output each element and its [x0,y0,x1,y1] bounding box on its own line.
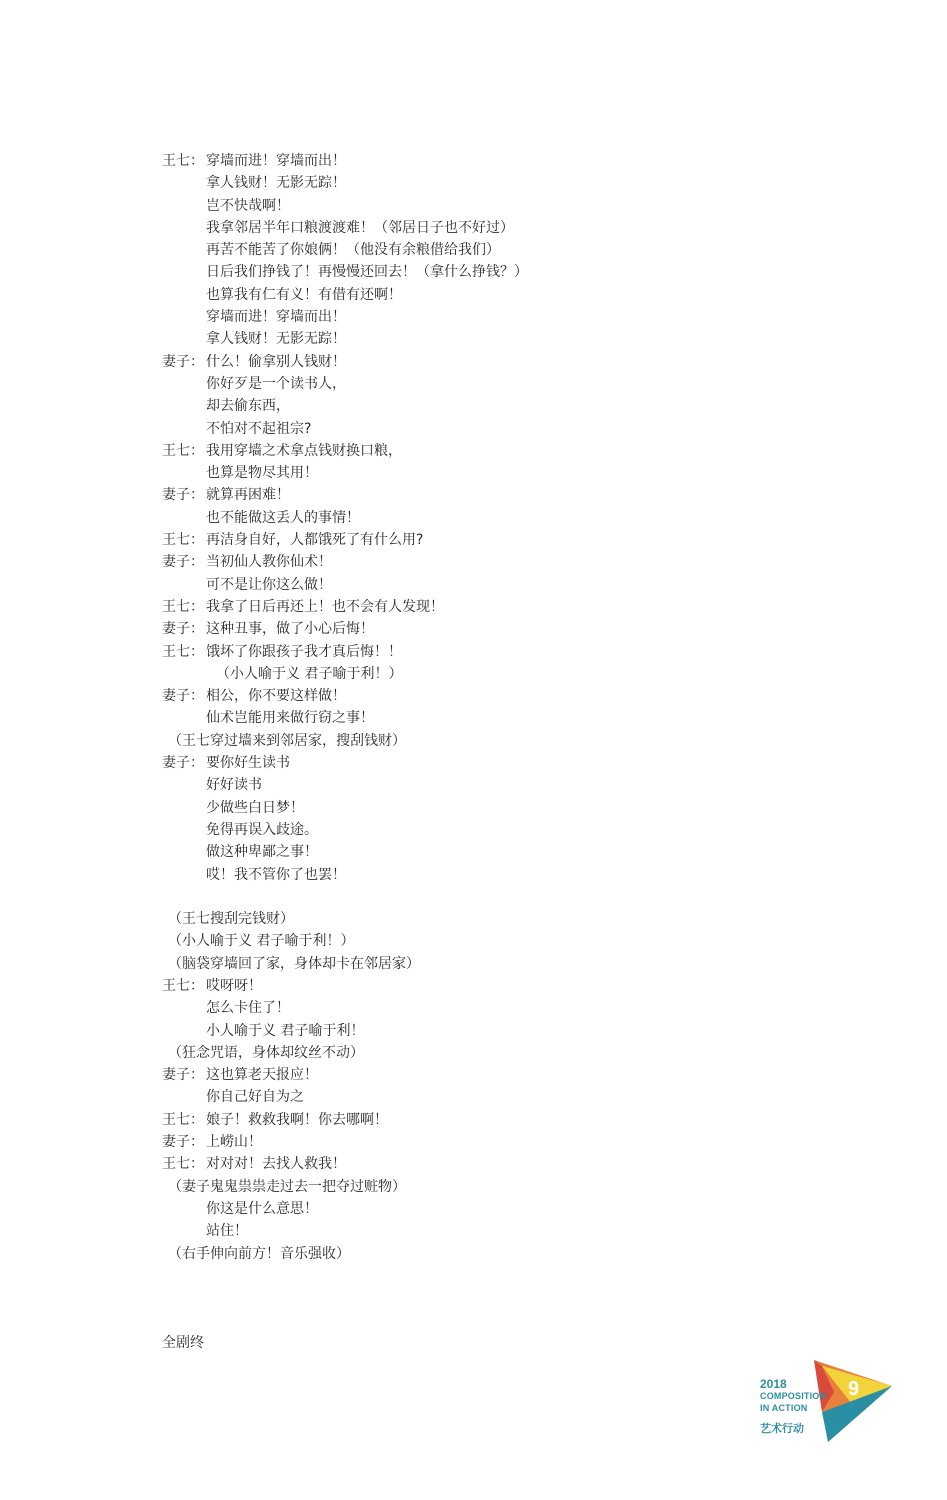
script-line [162,306,882,328]
speaker-label: 妻子： [162,487,204,504]
page-number: 9 [848,1378,860,1400]
script-line [162,975,882,997]
speaker-label: 妻子： [162,755,204,772]
logo-year: 2018 [760,1377,787,1391]
dialogue-text: 当初仙人教你仙术！ [206,554,332,571]
dialogue-text: 我拿了日后再还上！也不会有人发现！ [206,598,444,615]
script-line [162,351,882,373]
script-line [162,997,882,1019]
script-line [162,484,882,506]
stage-direction: （王七搜刮完钱财） [168,911,294,928]
dialogue-text: 娘子！救救我啊！你去哪啊！ [206,1111,388,1128]
dialogue-text: 穿墙而进！穿墙而出！ [206,153,346,169]
speaker-label: 妻子： [162,1134,204,1151]
script-line [162,1220,882,1242]
speaker-label: 王七： [162,598,204,615]
script-line [162,953,882,975]
speaker-label: 妻子： [162,554,204,571]
script-body [162,150,882,1265]
dialogue-text: 可不是让你这么做！ [206,576,332,593]
speaker-label: 妻子： [162,688,204,705]
speaker-label: 王七： [162,977,204,994]
speaker-label: 王七： [162,532,204,549]
speaker-label: 王七： [162,153,204,169]
script-line [162,217,882,239]
dialogue-text: 少做些白日梦！ [206,799,304,816]
dialogue-text: 拿人钱财！无影无踪！ [206,331,346,348]
script-line [162,1243,882,1265]
blank-line [162,886,882,908]
speaker-label: 王七： [162,643,204,660]
dialogue-text: 岂不快哉啊！ [206,197,290,214]
dialogue-text: 这也算老天报应！ [206,1067,318,1084]
script-line [162,864,882,886]
script-line [162,373,882,395]
dialogue-text: 也不能做这丢人的事情！ [206,509,360,526]
script-line [162,1042,882,1064]
script-line [162,284,882,306]
script-line [162,1086,882,1108]
dialogue-text: 什么！偷拿别人钱财！ [206,353,346,370]
script-line [162,707,882,729]
logo-line1: COMPOSITION [760,1391,827,1401]
script-line [162,395,882,417]
script-line [162,841,882,863]
script-line [162,440,882,462]
stage-direction: （狂念咒语，身体却纹丝不动） [168,1044,364,1061]
dialogue-text: 这种丑事，做了小心后悔！ [206,621,374,638]
script-line [162,797,882,819]
script-line [162,195,882,217]
script-line [162,1064,882,1086]
script-line [162,774,882,796]
stage-direction: （小人喻于义 君子喻于利！） [168,933,355,950]
dialogue-text: 不怕对不起祖宗? [206,420,312,437]
dialogue-text: 哎！我不管你了也罢！ [206,866,346,883]
dialogue-text: 免得再误入歧途。 [206,821,318,838]
script-line [162,663,882,685]
dialogue-text: 我用穿墙之术拿点钱财换口粮， [206,442,402,459]
logo-chinese: 艺术行动 [760,1422,804,1435]
dialogue-text: 相公，你不要这样做！ [206,688,346,705]
dialogue-text: 穿墙而进！穿墙而出！ [206,309,346,326]
script-line [162,685,882,707]
script-line [162,1109,882,1131]
dialogue-text: 对对对！去找人救我！ [206,1156,346,1173]
dialogue-text: 仙术岂能用来做行窃之事！ [206,710,374,727]
ending-text: 全剧终 [162,1335,204,1351]
script-line [162,1131,882,1153]
script-line [162,172,882,194]
dialogue-text: 哎呀呀！ [206,977,262,994]
script-line [162,507,882,529]
script-line [162,596,882,618]
dialogue-text: 日后我们挣钱了！再慢慢还回去！（拿什么挣钱？） [206,264,528,281]
stage-direction: （右手伸向前方！音乐强收） [168,1245,350,1262]
script-line [162,1153,882,1175]
script-line [162,908,882,930]
script-line [162,328,882,350]
dialogue-text: 却去偷东西， [206,398,290,415]
dialogue-text: 你这是什么意思！ [206,1200,318,1217]
speaker-label: 妻子： [162,353,204,370]
script-line [162,1020,882,1042]
script-line [162,752,882,774]
dialogue-text: 好好读书 [206,777,262,794]
stage-direction: （脑袋穿墙回了家，身体却卡在邻居家） [168,955,420,972]
dialogue-text: 饿坏了你跟孩子我才真后悔！！ [206,643,402,660]
script-line [162,239,882,261]
dialogue-text: （小人喻于义 君子喻于利！） [216,665,403,682]
script-line [162,819,882,841]
script-line [162,1176,882,1198]
dialogue-text: 再苦不能苦了你娘俩！（他没有余粮借给我们） [206,242,500,259]
script-line [162,462,882,484]
script-line [162,1198,882,1220]
script-line [162,930,882,952]
script-line [162,574,882,596]
script-line [162,418,882,440]
dialogue-text: 你自己好自为之 [206,1089,304,1106]
composition-in-action-logo [752,1352,902,1448]
script-line [162,730,882,752]
dialogue-text: 站住！ [206,1223,248,1240]
dialogue-text: 要你好生读书 [206,755,290,772]
dialogue-text: 也算是物尽其用！ [206,465,318,482]
script-line [162,150,882,172]
script-line [162,618,882,640]
dialogue-text: 我拿邻居半年口粮渡渡难！（邻居日子也不好过） [206,219,514,236]
speaker-label: 王七： [162,1111,204,1128]
dialogue-text: 上崂山！ [206,1134,262,1151]
logo-line2: IN ACTION [760,1403,808,1413]
script-line [162,551,882,573]
stage-direction: （妻子鬼鬼祟祟走过去一把夺过赃物） [168,1178,406,1195]
script-line [162,529,882,551]
dialogue-text: 就算再困难！ [206,487,290,504]
speaker-label: 妻子： [162,621,204,638]
dialogue-text: 你好歹是一个读书人， [206,375,346,392]
script-line [162,641,882,663]
dialogue-text: 再洁身自好，人都饿死了有什么用? [206,532,424,549]
stage-direction: （王七穿过墙来到邻居家，搜刮钱财） [168,732,406,749]
dialogue-text: 做这种卑鄙之事！ [206,844,318,861]
dialogue-text: 也算我有仁有义！有借有还啊！ [206,286,402,303]
speaker-label: 王七： [162,1156,204,1173]
speaker-label: 妻子： [162,1067,204,1084]
speaker-label: 王七： [162,442,204,459]
dialogue-text: 怎么卡住了！ [206,1000,290,1017]
dialogue-text: 小人喻于义 君子喻于利！ [206,1022,365,1039]
script-line [162,261,882,283]
dialogue-text: 拿人钱财！无影无踪！ [206,175,346,192]
